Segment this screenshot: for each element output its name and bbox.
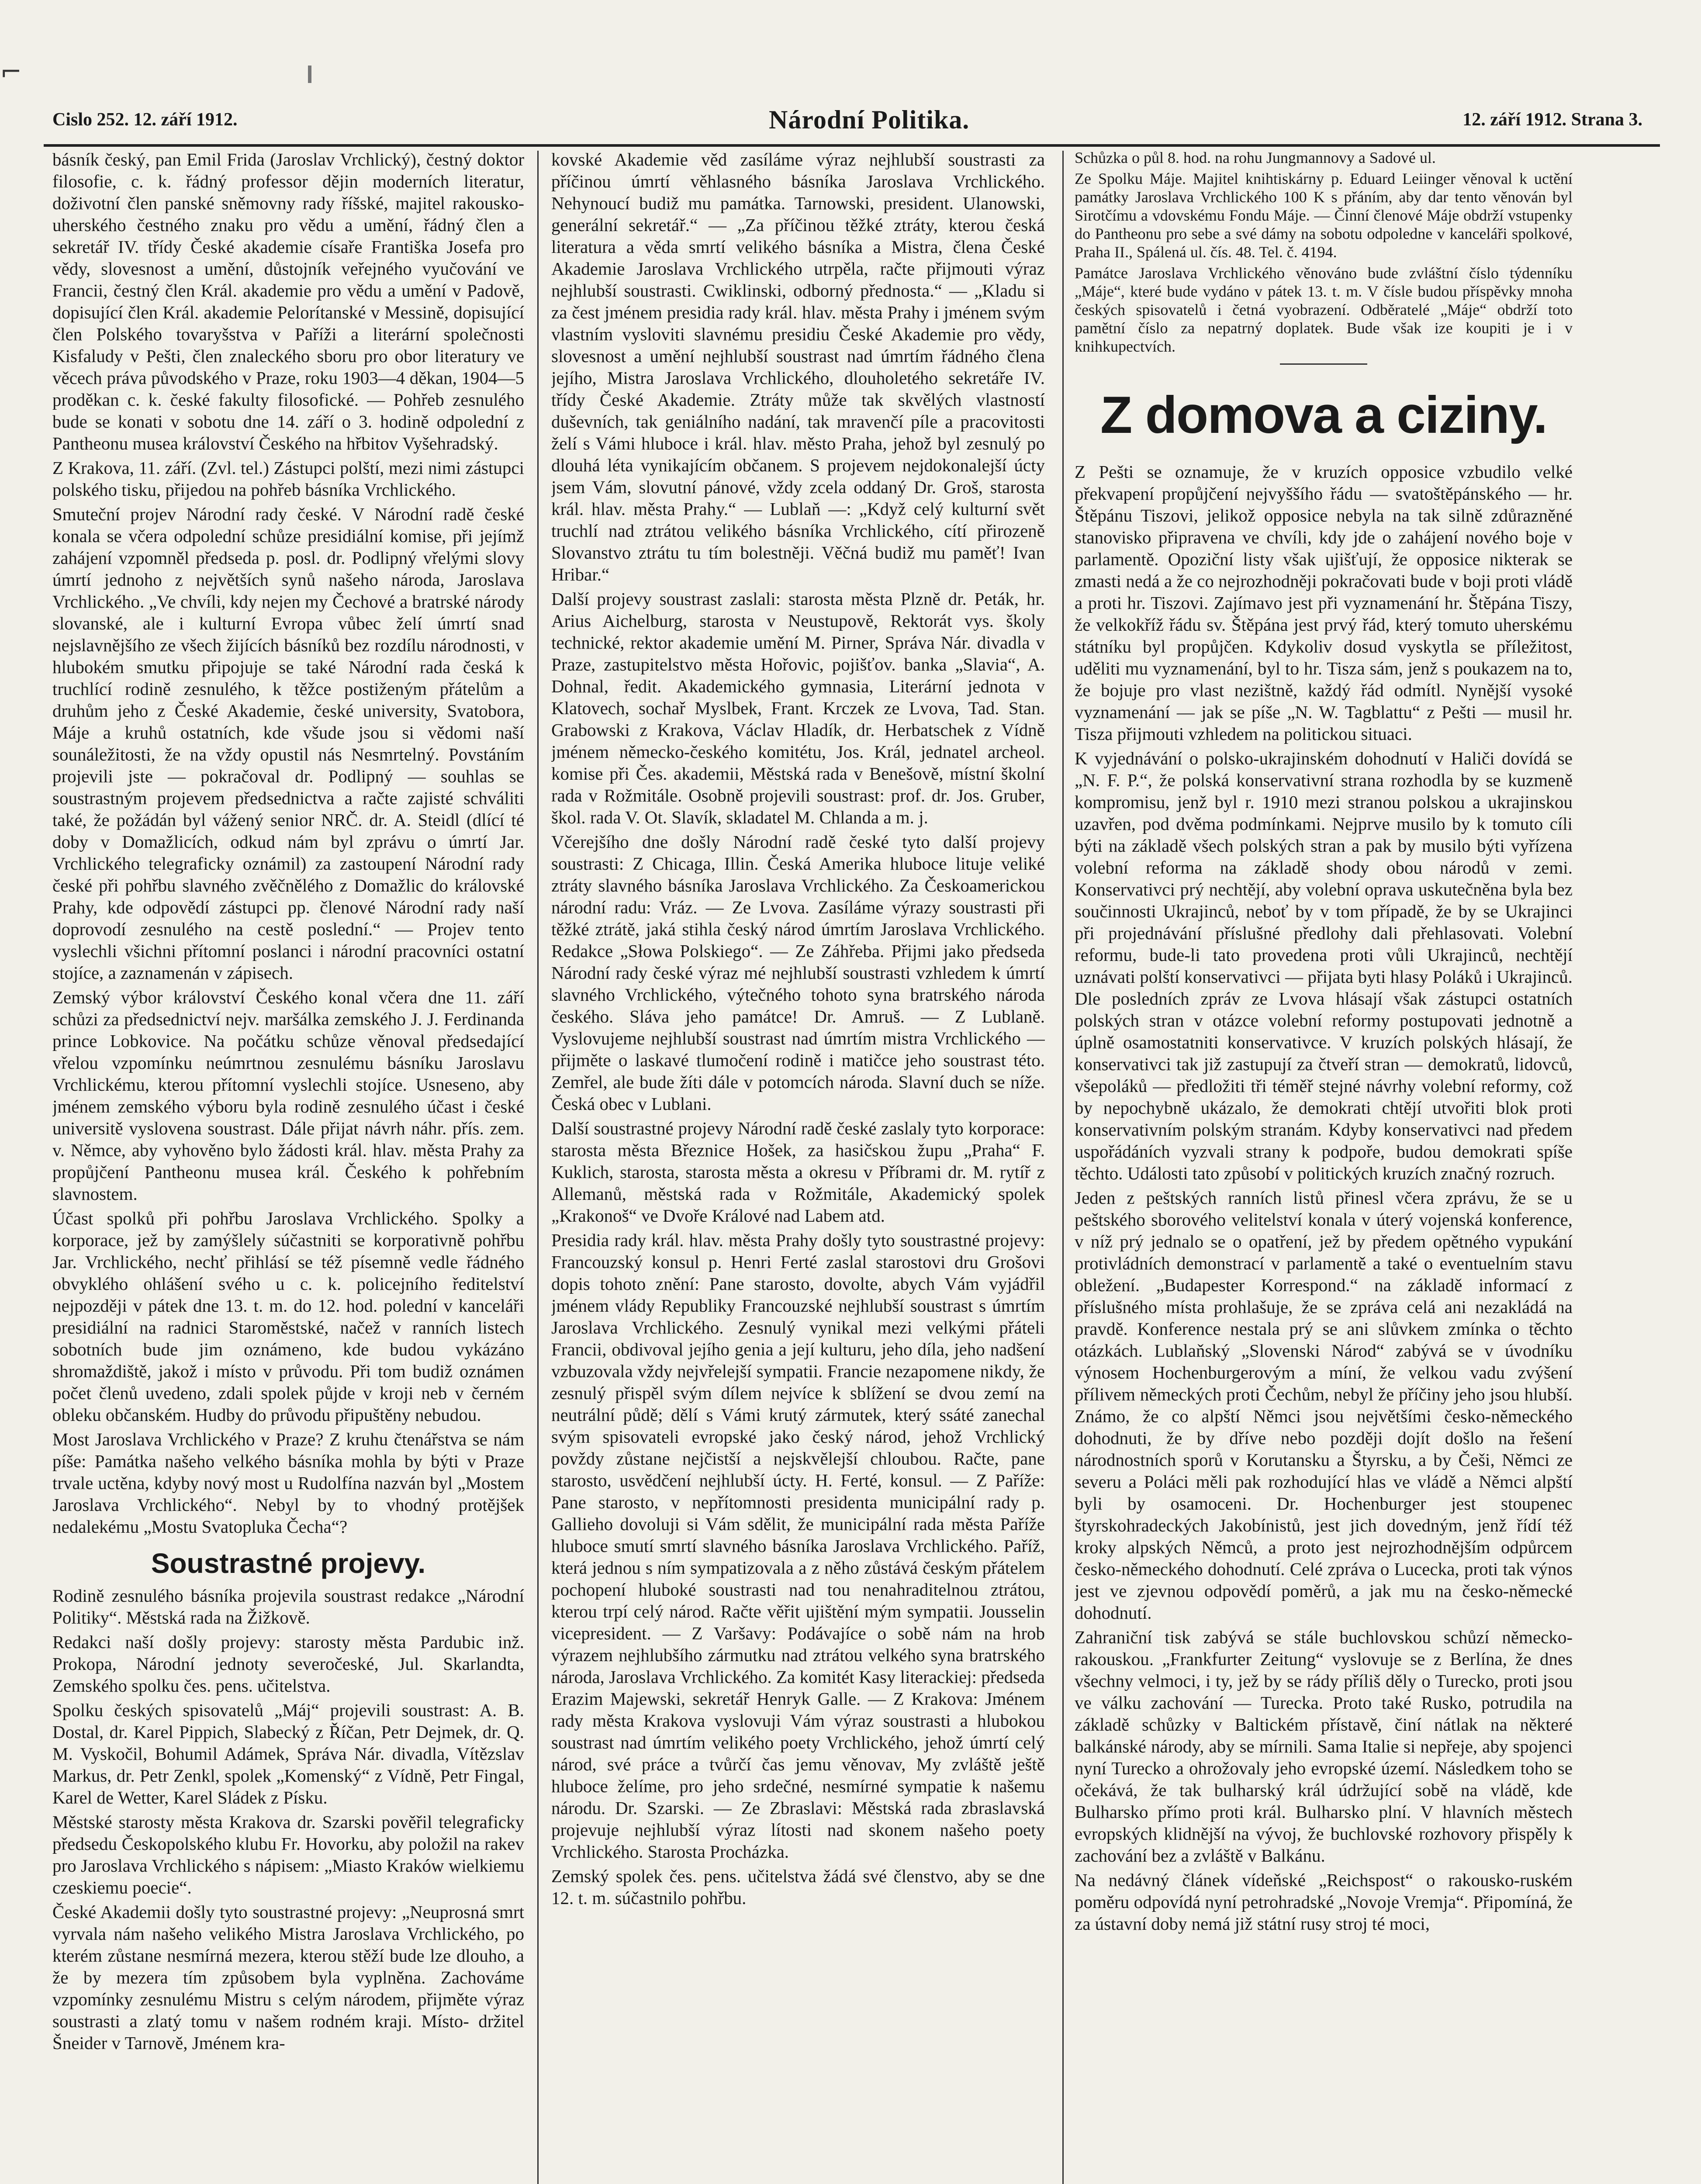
- header-rule: [44, 144, 1660, 147]
- issue-number: Cislo 252. 12. září 1912.: [52, 110, 238, 130]
- paragraph: Další soustrastné projevy Národní radě české zaslaly tyto korporace: starosta města Březnice Hošek, za hasičskou župu „Praha“ F. Kuklich, starosta, starosta města a okresu v Příbrami dr. M. rytíř z Allemanů, městská rada v Rožmitále, Akademický spolek „Krakonoš“ ve Dvoře Králové nad Labem atd.: [551, 1118, 1045, 1226]
- paragraph: Další projevy soustrast zaslali: starosta města Plzně dr. Peták, hr. Arius Aichelburg, starosta v Neustupově, Rektorát vys. školy technické, rektor akademie umění M. Pirner, Správa Nár. divadla v Praze, zastupitelstvo města Hořovic, pojišťov. banka „Slavia“, A. Dohnal, ředit. Akademického gymnasia, Literární jednota v Klatovech, sochař Myslbek, Frant. Krczek ze Lvova, Tad. Stan. Grabowski z Krakova, Václav Hladík, dr. Herbatschek z Vídně jménem německo-českého komitétu, Jos. Král, jednatel archeol. komise při Čes. akademii, Městská rada v Benešově, místní školní rada v Rožmitále. Osobně projevili soustrast: prof. dr. Jos. Gruber, škol. rada V. Ot. Slavík, skladatel M. Chlanda a m. j.: [551, 589, 1045, 827]
- section-heading-large: Z domova a ciziny.: [1100, 386, 1547, 444]
- paragraph: K vyjednávání o polsko-ukrajinském dohodnutí v Haliči dovídá se „N. F. P.“, že polská konservativní strana rozhodla by se kuzmeně kompromisu, jenž byl r. 1910 mezi stranou polskou a ukrajinskou uzavřen, pod dvěma podmínkami. Nejprve musilo by k tomuto cíli býti na základě všech polských stran a pak by musilo býti vyřízena volební reforma na základě shody obou národů v zemi. Konservativci prý nechtějí, aby volební oprava uskutečněna byla bez součinnosti Ukrajinců, neboť by v tom případě, že by se Ukrajinci při projednávání příslušné předlohy dali přehlasovati. Volební reformu, bude-li tato provedena proti vůli Ukrajinců, nechtějí uznávati polští konservativci — přijata byti hlasy Poláků i Ukrajinců. Dle posledních zpráv ze Lvova hlásají však zástupci ostatních polských stran v otázce volební reformy postupovati jednotně a úplně osamostatniti konservativce. V kruzích polských hlásají, že konservativci tak již zastupují za čtveří stran — demokratů, lidovců, všepoláků — předložiti tři téměř stejné návrhy volební reformy, což by nepochybně ukázalo, že demokrati chtějí utvořiti blok proti konservativním polským stranám. Kdyby konservativci nad předem uspořádáních vyzvali strany k podpoře, budou demokrati spíše těchto. Události tato způsobí v politických kruzích značný rozruch.: [1075, 748, 1573, 1183]
- column-3: [1075, 149, 1573, 2184]
- paragraph: Městské starosty města Krakova dr. Szarski pověřil telegraficky předsedu Českopolského klubu Fr. Hovorku, aby položil na rakev pro Jaroslava Vrchlického s nápisem: „Miasto Kraków wielkiemu czeskiemu poecie“.: [52, 1812, 524, 1897]
- column-divider-1: [537, 151, 539, 2184]
- paragraph: Účast spolků při pohřbu Jaroslava Vrchlického. Spolky a korporace, jež by zamýšlely súčastniti se korporativně pohřbu Jar. Vrchlického, nechť přihlásí se též písemně vedle řádného obvyklého ohlášení svého u c. k. policejního ředitelství nejpozději v pátek dne 13. t. m. do 12. hod. polední v kanceláři presidiální na radnici Staroměstské, načež v ranních listech sobotních bude jim oznámeno, kde budou vykázáno shromaždiště, jakož i místo v průvodu. Při tom budiž oznámen počet členů uvedeno, zdali spolek půjde v kroji neb v černém obleku občanském. Hudby do průvodu připuštěny nebudou.: [52, 1208, 524, 1425]
- corner-mark: ⌐: [0, 57, 22, 87]
- paragraph: kovské Akademie věd zasíláme výraz nejhlubší soustrasti za příčinou úmrtí věhlasného básníka Jaroslava Vrchlického. Nehynoucí budiž mu památka. Tarnowski, president. Ulanowski, generální sekretář.“ — „Za příčinou těžké ztráty, kterou česká literatura a věda smrtí velikého básníka a Mistra, člena České Akademie Jaroslava Vrchlického utrpěla, račte přijmouti výraz nejhlubší soustrasti. Cwiklinski, odborný přednosta.“ — „Kladu si za čest jménem presidia rady král. hlav. města Prahy i jménem svým vlastním vysloviti slavnému presidiu České Akademie pro vědy, slovesnost a umění nejhlubší soustrast nad úmrtím řádného člena jejího, Mistra Jaroslava Vrchlického, dlouholetého sekretáře IV. třídy České Akademie. Ztráty může tak skvělých vlastností duševních, tak geniálního nadání, tak mravenčí píle a pracovitosti želí s Vámi hluboce i král. hlav. město Praha, jehož byl zesnulý po dlouhá léta vynikajícím občanem. S projevem nejdokonalejší úcty jsem Vám, slovutní pánové, vždy zcela oddaný Dr. Groš, starosta král. hlav. města Prahy.“ — Lublaň —: „Když celý kulturní svět truchlí nad ztrátou velikého básníka Vrchlického, cítí přirozeně Slovanstvo ztrátu tu tím bolestněji. Věčná budiž mu paměť! Ivan Hribar.“: [551, 149, 1045, 584]
- page-header: [44, 104, 1669, 143]
- paragraph: Na nedávný článek vídeňské „Reichspost“ o rakousko-ruském poměru odpovídá nyní petrohradské „Novoje Vremja“. Připomíná, že za ústavní doby nemá již státní rusy stroj té moci,: [1075, 1870, 1573, 1934]
- column-1: [52, 149, 524, 2184]
- paragraph: Most Jaroslava Vrchlického v Praze? Z kruhu čtenářstva se nám píše: Památka našeho velkého básníka mohla by býti v Praze trvale uctěna, kdyby nový most u Rudolfína nazván byl „Mostem Jaroslava Vrchlického“. Nebyl by to vhodný protějšek nedalekému „Mostu Svatopluka Čecha“?: [52, 1429, 524, 1537]
- newspaper-title: Národní Politika.: [769, 105, 970, 134]
- paragraph: Redakci naší došly projevy: starosty města Pardubic inž. Prokopa, Národní jednoty severočeské, Jul. Skarlandta, Zemského spolku čes. pens. učitelstva.: [52, 1632, 524, 1696]
- paragraph: Z Pešti se oznamuje, že v kruzích opposice vzbudilo velké překvapení propůjčení nejvyššího řádu — svatoštěpánského — hr. Štěpánu Tiszovi, jelikož opposice nebyla na tak silně zdůrazněné stanovisko připravena ve chvíli, kdy jde o zahájení nového boje v parlamentě. Opoziční listy však ujišťují, že opposice nikterak se zmasti nedá a že co nejrozhodněji pokračovati bude v boji proti vládě a proti hr. Tiszovi. Zajímavo jest při vyznamenání hr. Štěpána Tiszy, že velkokříž řádu sv. Štěpána jest prvý řád, který tomuto uherskému státníku byl propůjčen. Kdykoliv dosud vyskytla se příležitost, uděliti mu vyznamenání, byl to hr. Tisza sám, jenž s poukazem na to, že bojuje pro vlast nezištně, každý řád odmítl. Nynější vysoké vyznamenání — jak se píše „N. W. Tagblattu“ z Pešti — musil hr. Tisza přijmouti vzhledem na politickou situaci.: [1075, 462, 1573, 744]
- column-divider-2: [1062, 151, 1064, 2184]
- paragraph: Památce Jaroslava Vrchlického věnováno bude zvláštní číslo týdenníku „Máje“, které bude vydáno v pátek 13. t. m. V čísle budou příspěvky mnoha českých spisovatelů i četná vyobrazení. Odběratelé „Máje“ obdrží toto pamětní číslo za nepatrný doplatek. Bude však ize koupiti je i v knihkupectvích.: [1075, 264, 1573, 355]
- separator: [1280, 363, 1367, 365]
- date-and-page: 12. září 1912. Strana 3.: [1462, 110, 1642, 130]
- paragraph: Jeden z peštských ranních listů přinesl včera zprávu, že se u peštského sborového velitelství konala v úterý vojenská konference, v níž prý jednalo se o opatření, jež by předem opětného vypukání protivládních demonstrací v parlamentě a také o eventuelním stavu obležení. „Budapester Korrespond.“ na základě informací z příslušného místa prohlašuje, že se zpráva celá ani nezakládá na pravdě. Konference nestala prý se ani slůvkem zmínka o těchto otázkách. Lublaňský „Slovenski Národ“ zabývá se v úvodníku výnosem Hochenburgerovým a míní, že velkou vadu zvýšení přílivem německých proti Čechům, nebyl že příčiny jeho jsou hlubší. Známo, že co alpští Němci jsou největšími česko-německého dohodnuti, že by dříve nebo později dojít došlo na řešení národnostních sporů v Korutansku a Štyrsku, a by Češi, Němci ze severu a Poláci měli pak rozhodující hlas ve vládě a Němci alpští byli by osamoceni. Dr. Hochenburger jest stoupenec štyrskohradeckých Jakobínistů, jest jich dovedným, jenž řídí též kroky alpských Němců, a proto jest nejrozhodnějším odpůrcem česko-německého dohodnutí. Celé zpráva o Lucecka, proti tak výnos jest ve zjevnou odpovědí poměrů, a jak mu na česko-německé dohodnutí.: [1075, 1188, 1573, 1623]
- paragraph: básník český, pan Emil Frida (Jaroslav Vrchlický), čestný doktor filosofie, c. k. řádný professor dějin moderních literatur, doživotní člen panské sněmovny rady říšské, majitel rakousko-uherského čestného znaku pro vědu a umění, řádný člen a sekretář IV. třídy České akademie císaře Františka Josefa pro vědy, slovesnost a umění, důstojník veřejného vyučování ve Francii, čestný člen Král. akademie pro vědu a umění v Padově, dopisující člen Král. akademie Pelorítanské v Messině, dopisující člen Polského tovaryšstva v Paříži a literární společnosti Kisfaludy v Pešti, člen znaleckého sboru pro obor literatury ve věcech práva původského v Praze, roku 1903—4 děkan, 1904—5 proděkan c. k. české fakulty filosofické. — Pohřeb zesnulého bude se konati v sobotu dne 14. září o 3. hodině odpolední z Pantheonu musea království Českého na hřbitov Vyšehradský.: [52, 149, 524, 453]
- paragraph: Rodině zesnulého básníka projevila soustrast redakce „Národní Politiky“. Městská rada na Žižkově.: [52, 1586, 524, 1628]
- section-heading: Soustrastné projevy.: [151, 1548, 426, 1579]
- paragraph: Včerejšího dne došly Národní radě české tyto další projevy soustrasti: Z Chicaga, Illin. Česká Amerika hluboce lituje veliké ztráty slavného básníka Jaroslava Vrchlického. Za Českoamerickou národní radu: Vráz. — Ze Lvova. Zasíláme výrazy soustrasti při těžké ztrátě, jaká stihla český národ úmrtím Jaroslava Vrchlického. Redakce „Słowa Polskiego“. — Ze Záhřeba. Přijmi jako předseda Národní rady české výraz mé nejhlubší soustrasti vzhledem k úmrtí slavného Vrchlického, výtečného tohoto syna bratrského národa českého. Sláva jeho památce! Dr. Amruš. — Z Lublaně. Vyslovujeme nejhlubší soustrast nad úmrtím mistra Vrchlického — přijměte o laskavé tlumočení rodině i matičce jeho soustrast této. Zemřel, ale bude žíti dále v potomcích národa. Slavní duch se níže. Česká obec v Lublani.: [551, 832, 1045, 1114]
- paragraph: Zemský spolek čes. pens. učitelstva žádá své členstvo, aby se dne 12. t. m. súčastnilo pohřbu.: [551, 1866, 1045, 1908]
- paragraph: Zahraniční tisk zabývá se stále buchlovskou schůzí německo-rakouskou. „Frankfurter Zeitung“ vyslovuje se z Berlína, že dnes všechny velmoci, i ty, jež by se rády příliš děly o Turecko, proti jsou ve válku zachování — Turecka. Proto také Rusko, potrudila na základě schůzky v Baltickém přístavě, činí nátlak na některé balkánské národy, aby se mírnili. Sama Italie si nepřeje, aby spojenci nyní Turecko a ohrožovaly jeho evropské území. Následkem toho se očekává, že tak bulharský král údržující sobě na vládě, kde Bulharsko přímo proti král. Bulharsko plní. V hlavních městech evropských klidnější na vývoj, že buchlovské rozhovory přispěly k zachování bez a zvláště v Balkánu.: [1075, 1627, 1573, 1866]
- column-2: [551, 149, 1045, 2184]
- paragraph: Presidia rady král. hlav. města Prahy došly tyto soustrastné projevy: Francouzský konsul p. Henri Ferté zaslal starostovi dru Grošovi dopis tohoto znění: Pane starosto, dovolte, abych Vám vyjádřil jménem vlády Republiky Francouzské nejhlubší soustrast s úmrtím Jaroslava Vrchlického. Zesnulý vynikal mezi velkými přáteli Francii, obdivoval jejího genia a její kulturu, jeho díla, jeho nadšení vzbuzovala vždy nejvřelejší sympatii. Francie nezapomene nikdy, že zesnulý přispěl svým dílem nejvíce k sblížení se dvou zemí na neutrální půdě; dělí s Vámi krutý zármutek, který ssáté zanechal svým spisovateli evropské jako český národ, jehož Vrchlický povždy zůstane nejčistší a nejskvělejší chloubou. Račte, pane starosto, usvědčení nejhlubší úcty. H. Ferté, konsul. — Z Paříže: Pane starosto, v nepřítomnosti presidenta municipální rady p. Gallieho dovoluji si Vám sdělit, že municipální rada města Paříže hluboce smutí smrtí slavného básníka Jaroslava Vrchlického. Paříž, která jednou s ním sympatizovala a z něho zůstává českým přátelem pochopení hluboké soustrasti nad tou nenahraditelnou ztrátou, kterou trpí celý národ. Račte věřit ujištění mým sympatii. Jousselin vicepresident. — Z Varšavy: Podávajíce o sobě nám na hrob výrazem nejhlubšího zármutku nad ztrátou velkého syna bratrského národa, Jaroslava Vrchlického. Za komitét Kasy literackiej: předseda Erazim Majewski, sekretář Henryk Galle. — Z Krakova: Jménem rady města Krakova vyslovuji Vám výraz soustrasti a hlubokou soustrast nad úmrtím velikého poety Vrchlického, jehož úmrtí celý národ, své práce a tvůrčí čas jemu věnovav, My zvláště ještě hluboce želíme, pro jeho srdečné, nesmírné sympatie k našemu národu. Dr. Szarski. — Ze Zbraslavi: Městská rada zbraslavská projevuje nejhlubší výraz lítosti nad skonem našeho poety Vrchlického. Starosta Procházka.: [551, 1230, 1045, 1862]
- paragraph: České Akademii došly tyto soustrastné projevy: „Neuprosná smrt vyrvala nám našeho velikého Mistra Jaroslava Vrchlického, po kterém zůstane nesmírná mezera, kterou stěží bude lze dlouho, a že by mezera tím způsobem byla vyplněna. Zachováme vzpomínky zesnulému Mistru s celým národem, přijměte výraz soustrasti a zlatý tomu v našem rodném kraji. Místo- držitel Šneider v Tarnově, Jménem kra-: [52, 1902, 524, 2053]
- paragraph: Spolku českých spisovatelů „Máj“ projevili soustrast: A. B. Dostal, dr. Karel Pippich, Slabecký z Říčan, Petr Dejmek, dr. Q. M. Vyskočil, Bohumil Adámek, Správa Nár. divadla, Vítězslav Markus, dr. Petr Zenkl, spolek „Komenský“ z Vídně, Petr Fingal, Karel de Wetter, Karel Sládek z Písku.: [52, 1700, 524, 1807]
- paragraph: Z Krakova, 11. září. (Zvl. tel.) Zástupci polští, mezi nimi zástupci polského tisku, přijedou na pohřeb básníka Vrchlického.: [52, 458, 524, 500]
- paragraph: Zemský výbor království Českého konal včera dne 11. září schůzi za předsednictví nejv. maršálka zemského J. J. Ferdinanda prince Lobkovice. Na počátku schůze věnoval předsedající vřelou vzpomínku neúmrtnou zesnulému básníku Jaroslavu Vrchlickému, kterou přítomní vyslechli stojíce. Usneseno, aby jménem zemského výboru byla rodině zesnulého účast i české universitě vyslovena soustrast. Dále přijat návrh náhr. přís. zem. v. Němce, aby vyhověno bylo žádosti král. hlav. města Prahy za propůjčení Pantheonu musea král. Českého k pohřebním slavnostem.: [52, 987, 524, 1204]
- paragraph: Ze Spolku Máje. Majitel knihtiskárny p. Eduard Leiinger věnoval k uctění památky Jaroslava Vrchlického 100 K s přáním, aby dar tento věnován byl Sirotčímu a vdovskému Fondu Máje. — Činní členové Máje obdrží vstupenky do Pantheonu pro sebe a své dámy na sobotu odpoledne v kanceláři spolkové, Praha II., Spálená ul. čís. 48. Tel. č. 4194.: [1075, 170, 1573, 261]
- punch-mark: [308, 66, 311, 83]
- paragraph: Smuteční projev Národní rady české. V Národní radě české konala se včera odpolední schůze presidiální komise, při jejímž zahájení vzpomněl předseda p. posl. dr. Podlipný vřelými slovy úmrtí jednoho z největších synů našeho národa, Jaroslava Vrchlického. „Ve chvíli, kdy nejen my Čechové a bratrské národy slovanské, ale i kulturní Evropa vůbec želí úmrtí snad nejslavnějšího ze všech žijících básníků bez rozdílu národnosti, v hlubokém smutku připojuje se také Národní rada česká k truchlící rodině zesnulého, k těžce postiženým přátelům a druhům jeho z České Akademie, české university, Svatobora, Máje a kruhů ostatních, kde všude jsou si vědomi naší sounáležitosti, že na vždy opustil nás Nesmrtelný. Povstáním projevili jste — pokračoval dr. Podlipný — souhlas se soustrastným projevem předsednictva a račte zajisté schváliti také, že požádán byl vážený senior NRČ. dr. A. Steidl (dlící té doby v Domažlicích, odkud nám byl zprávu o úmrtí Jar. Vrchlického telegraficky oznámil) za zastoupení Národní rady české při pohřbu slavného zvěčnělého z Domažlic do královské Prahy, kde odpovědí zástupci pp. členové Národní rady naší doprovodí zesnulého na cestě poslední.“ — Projev tento vyslechli všichni přítomní poslanci i národní pracovníci ostatní stojíce, a zaznamenán v zápisech.: [52, 504, 524, 983]
- paragraph: Schůzka o půl 8. hod. na rohu Jungmannovy a Sadové ul.: [1075, 149, 1436, 166]
